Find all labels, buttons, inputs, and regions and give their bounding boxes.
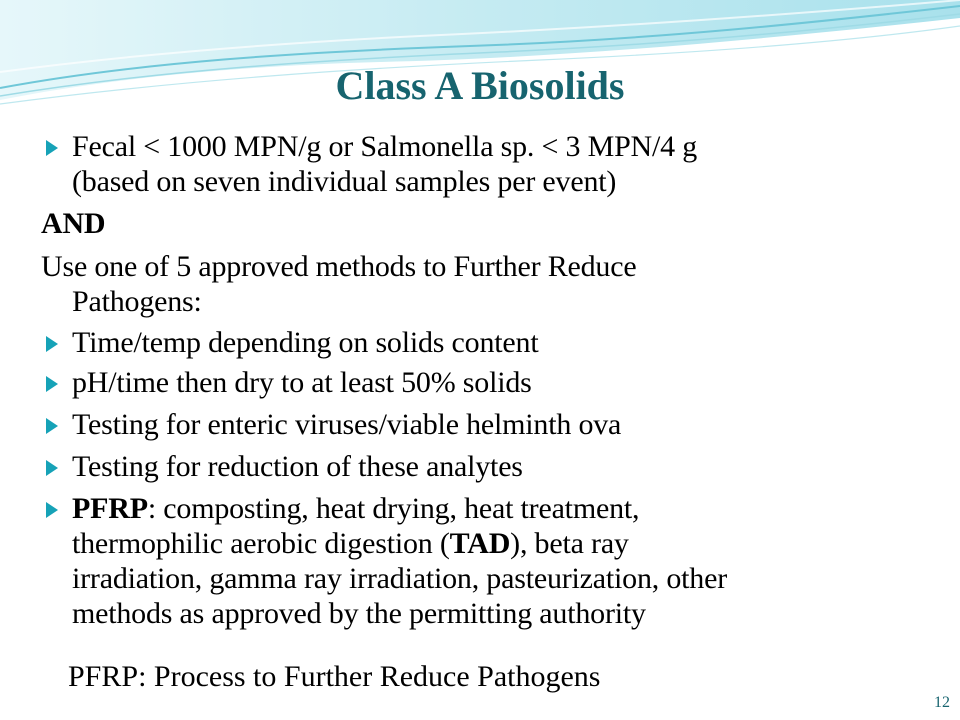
pfrp-line-3: irradiation, gamma ray irradiation, pasteurization, other xyxy=(72,562,728,595)
arrow-bullet-icon xyxy=(46,418,58,434)
and-label: AND xyxy=(41,207,106,240)
methods-intro-line-1: Use one of 5 approved methods to Further Reduce xyxy=(41,250,637,283)
pfrp-line-2-post: ), beta ray xyxy=(510,527,629,560)
slide-number: 12 xyxy=(934,694,950,711)
requirement-line-1: Fecal < 1000 MPN/g or Salmonella sp. < 3 MPN/4 g xyxy=(72,130,698,163)
method-item: Time/temp depending on solids content xyxy=(72,326,539,359)
method-item: Testing for enteric viruses/viable helminth ova xyxy=(72,408,622,441)
tad-label: TAD xyxy=(449,527,511,560)
pfrp-footnote: PFRP: Process to Further Reduce Pathogens xyxy=(68,660,601,693)
arrow-bullet-icon xyxy=(46,460,58,476)
arrow-bullet-icon xyxy=(46,140,58,156)
method-item: Testing for reduction of these analytes xyxy=(72,450,523,483)
slide-title: Class A Biosolids xyxy=(335,63,625,108)
pfrp-line-1-text: : composting, heat drying, heat treatment, xyxy=(147,492,640,525)
methods-intro-line-2: Pathogens: xyxy=(72,285,202,318)
requirement-line-2: (based on seven individual samples per event) xyxy=(72,165,617,198)
arrow-bullet-icon xyxy=(46,376,58,392)
method-item: pH/time then dry to at least 50% solids xyxy=(72,366,532,399)
pfrp-line-4: methods as approved by the permitting authority xyxy=(72,597,646,630)
pfrp-line-2 xyxy=(72,528,629,559)
pfrp-line-2-pre: thermophilic aerobic digestion ( xyxy=(72,527,450,560)
arrow-bullet-icon xyxy=(46,502,58,518)
pfrp-line-1 xyxy=(72,493,639,524)
pfrp-label: PFRP xyxy=(72,492,148,525)
arrow-bullet-icon xyxy=(46,336,58,352)
